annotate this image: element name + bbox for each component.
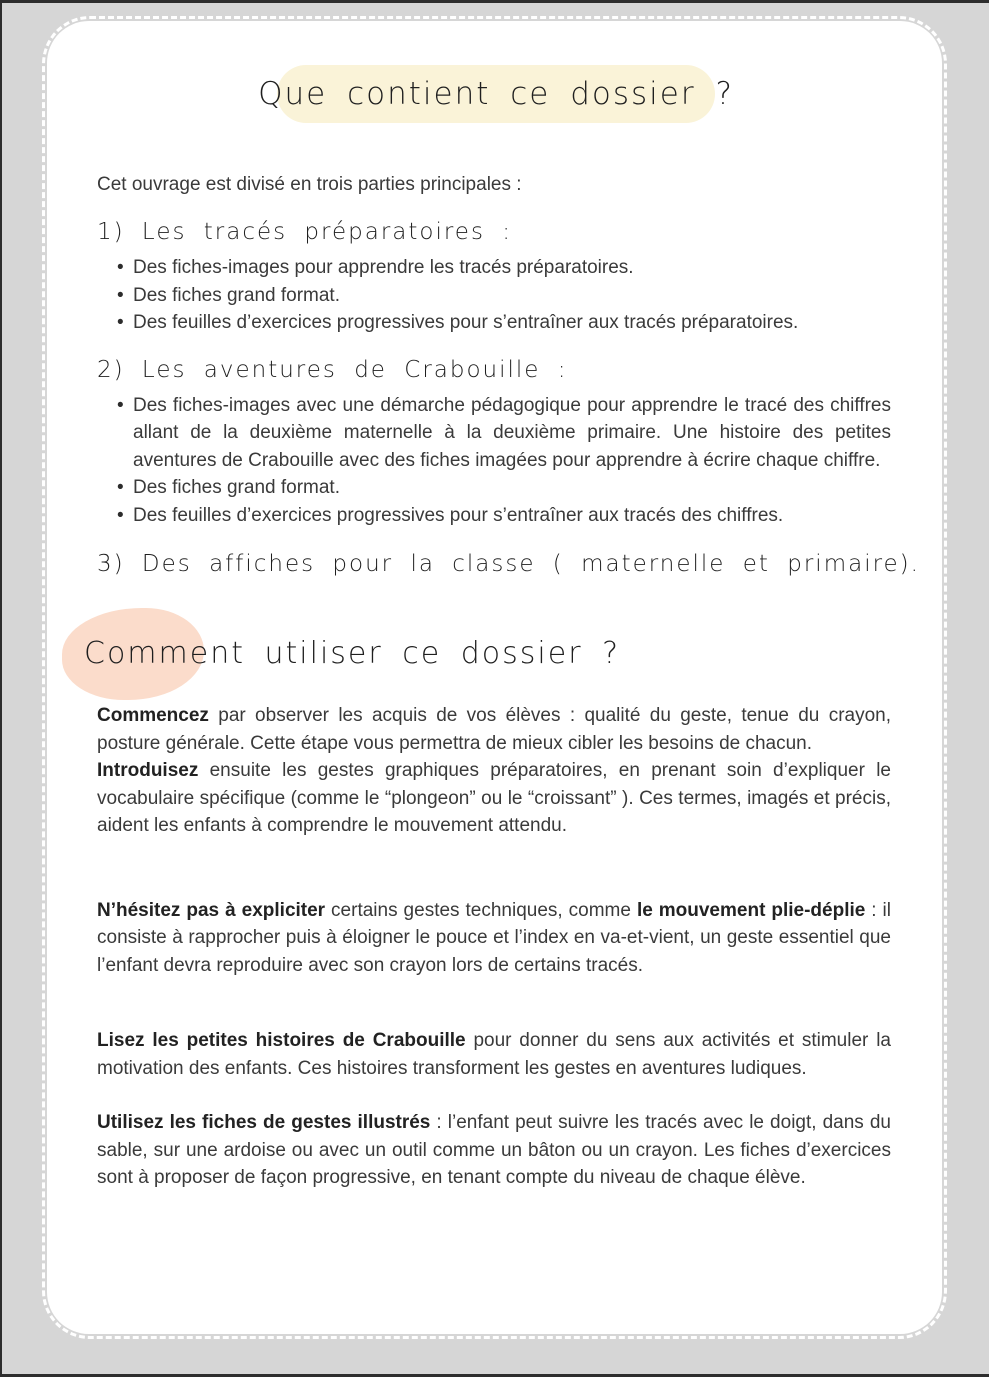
paragraph-inline-bold: le mouvement plie-déplie: [636, 899, 866, 921]
section-1-title: Les tracés préparatoires :: [141, 219, 513, 245]
screenshot-left-edge: [0, 0, 2, 1377]
section-1: [97, 214, 891, 337]
usage-paragraph-1: [97, 702, 891, 757]
usage-paragraph-2: [97, 757, 891, 840]
section-3-heading: [97, 546, 920, 582]
section-2-heading: [97, 352, 891, 388]
paragraph-lead-bold: Commencez: [97, 705, 209, 726]
paragraph-lead-bold: Utilisez les fiches de gestes illustrés: [97, 1112, 431, 1133]
section-2-number: 2): [97, 356, 125, 383]
paragraph-lead-bold: N’hésitez pas à expliciter: [97, 899, 326, 921]
paragraph-text: pour donner du sens aux activités et stimuler la motivation des enfants. Ces histoires transforment les gestes en aventures ludiques.: [97, 1030, 891, 1079]
section-1-bullets: [117, 254, 891, 337]
paragraph-lead-bold: Introduisez: [97, 760, 199, 781]
section-1-heading: [97, 214, 891, 250]
usage-heading: [84, 632, 891, 676]
paragraph-text: par observer les acquis de vos élèves : qualité du geste, tenue du crayon, posture générale. Cette étape vous permettra de mieux cibler les besoins de chacun.: [97, 705, 891, 754]
list-item: • Des fiches grand format.: [117, 474, 891, 502]
section-1-number: 1): [97, 219, 125, 245]
usage-paragraph-5: [97, 1109, 891, 1192]
list-item: • Des fiches-images avec une démarche pédagogique pour apprendre le tracé des chiffres allant de la deuxième maternelle à la deuxième primaire. Une histoire des petites aventures de Crabouille avec des fiches imagées pour apprendre à écrire chaque chiffre.: [117, 392, 891, 475]
usage-paragraph-4: [97, 1027, 891, 1082]
paragraph-lead-bold: Lisez les petites histoires de Crabouille: [97, 1030, 466, 1051]
section-2-title: Les aventures de Crabouille :: [141, 356, 568, 383]
page-title: Que contient ce dossier ?: [258, 76, 734, 112]
list-item: • Des fiches-images pour apprendre les tracés préparatoires.: [117, 254, 891, 282]
screenshot-top-edge: [0, 0, 989, 3]
section-2: [97, 352, 891, 530]
usage-paragraph-3: [97, 897, 891, 980]
section-2-bullets: [117, 392, 891, 530]
list-item: • Des feuilles d’exercices progressives pour s’entraîner aux tracés des chiffres.: [117, 502, 891, 530]
intro-text: Cet ouvrage est divisé en trois parties principales :: [97, 174, 522, 195]
paragraph-text: : l’enfant peut suivre les tracés avec le doigt, dans du sable, sur une ardoise ou avec un outil comme un bâton ou un crayon. Les fiches d’exercices sont à proposer de façon progressive, en tenant compte du niveau de chaque élève.: [97, 1112, 891, 1188]
paragraph-text: : il consiste à rapprocher puis à éloigner le pouce et l’index en va-et-vient, un geste essentiel que l’enfant devra reproduire avec son crayon lors de certains tracés.: [97, 899, 891, 976]
document-sheet: [47, 21, 942, 1334]
list-item: • Des fiches grand format.: [117, 282, 891, 310]
section-3: [97, 546, 920, 582]
paragraph-text: ensuite les gestes graphiques préparatoires, en prenant soin d’expliquer le vocabulaire spécifique (comme le “plongeon” ou le “croissant” ). Ces termes, imagés et précis, aident les enfants à comprendre le mouvement attendu.: [97, 760, 891, 836]
section-3-number: 3): [97, 551, 125, 577]
paragraph-text: certains gestes techniques, comme: [325, 899, 637, 921]
sheet-dashed-border: [42, 16, 947, 1339]
title-highlight-pill: [258, 65, 734, 123]
usage-heading-text: Comment utiliser ce dossier ?: [84, 636, 620, 671]
section-3-title: Des affiches pour la classe ( maternelle et primaire).: [141, 551, 920, 577]
list-item: • Des feuilles d’exercices progressives pour s’entraîner aux tracés préparatoires.: [117, 309, 891, 337]
